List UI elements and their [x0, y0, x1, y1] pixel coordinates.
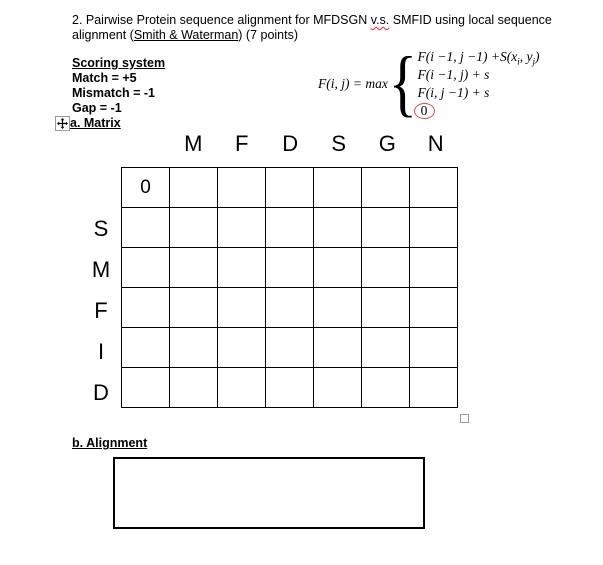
- formula-case-zero: [418, 102, 540, 120]
- table-row: [122, 208, 458, 248]
- section-label-alignment: b. Alignment: [72, 436, 148, 450]
- formula-case-up: F(i −1, j) + s: [417, 67, 490, 82]
- formula-lhs: F(i, j) = max: [318, 76, 388, 91]
- formula-brace: {: [388, 42, 417, 125]
- matrix-column-headers: [169, 131, 460, 157]
- matrix-cell[interactable]: [218, 208, 266, 248]
- matrix-cell[interactable]: [410, 248, 458, 288]
- matrix-cell[interactable]: [410, 288, 458, 328]
- col-header-s: S: [331, 131, 347, 156]
- row-header-i: I: [97, 339, 105, 364]
- matrix-cell[interactable]: [314, 248, 362, 288]
- matrix-cell[interactable]: [314, 208, 362, 248]
- title-text: alignment (: [72, 28, 134, 42]
- matrix-cell[interactable]: [266, 328, 314, 368]
- matrix-cell[interactable]: [410, 368, 458, 408]
- table-move-handle[interactable]: [55, 116, 70, 131]
- matrix-cell-origin[interactable]: 0: [122, 168, 170, 208]
- matrix-cell[interactable]: [218, 368, 266, 408]
- row-header-f: F: [94, 298, 108, 323]
- scoring-rule-match: Match = +5: [72, 71, 137, 85]
- matrix-cell[interactable]: [410, 168, 458, 208]
- matrix-cell[interactable]: [362, 288, 410, 328]
- matrix-cell[interactable]: [266, 288, 314, 328]
- formula-case-diagonal: F(i −1, $j -1) +S(x_i$, $y_j$): [417, 49, 540, 67]
- matrix-cell[interactable]: [218, 168, 266, 208]
- matrix-cell[interactable]: [170, 208, 218, 248]
- matrix-cell[interactable]: [410, 208, 458, 248]
- matrix-cell[interactable]: [266, 208, 314, 248]
- authors-link-text: Smith & Waterman: [133, 28, 239, 42]
- formula-cases: [418, 48, 540, 120]
- recurrence-formula: [318, 42, 540, 125]
- col-header-n: N: [427, 131, 444, 156]
- matrix-cell[interactable]: [218, 328, 266, 368]
- title-line-2: [72, 28, 552, 43]
- table-resize-handle[interactable]: [460, 414, 469, 423]
- table-row: [122, 328, 458, 368]
- matrix-cell[interactable]: [170, 168, 218, 208]
- table-row: [122, 168, 458, 208]
- matrix-cell[interactable]: [266, 168, 314, 208]
- matrix-row-headers: [86, 208, 116, 413]
- matrix-cell[interactable]: [362, 248, 410, 288]
- col-header-g: G: [378, 131, 396, 156]
- row-header-d: D: [93, 380, 109, 405]
- section-label-matrix: a. Matrix: [70, 116, 121, 130]
- matrix-cell[interactable]: [170, 248, 218, 288]
- move-icon: [57, 118, 68, 129]
- matrix-cell[interactable]: [314, 168, 362, 208]
- matrix-cell[interactable]: [170, 368, 218, 408]
- matrix-cell[interactable]: [266, 368, 314, 408]
- matrix-cell[interactable]: [362, 328, 410, 368]
- title-text: ) (7 points): [238, 28, 299, 42]
- circled-zero-annotation: 0: [414, 103, 435, 119]
- spellcheck-flagged-word: v.s.: [370, 13, 390, 27]
- matrix-cell[interactable]: [314, 328, 362, 368]
- matrix-cell[interactable]: [122, 208, 170, 248]
- dp-matrix-table: [121, 167, 458, 408]
- row-header-m: M: [91, 257, 111, 282]
- title-text: 2. Pairwise Protein sequence alignment for MFDSGN: [72, 13, 371, 27]
- matrix-cell[interactable]: [266, 248, 314, 288]
- row-header-s: S: [93, 216, 109, 241]
- alignment-answer-box[interactable]: [113, 457, 425, 529]
- matrix-cell[interactable]: [122, 328, 170, 368]
- matrix-cell[interactable]: [170, 288, 218, 328]
- scoring-rule-gap: Gap = -1: [72, 101, 122, 115]
- table-row: [122, 248, 458, 288]
- table-row: [122, 288, 458, 328]
- matrix-cell[interactable]: [362, 368, 410, 408]
- matrix-cell[interactable]: [170, 328, 218, 368]
- matrix-cell[interactable]: [410, 328, 458, 368]
- col-header-f: F: [235, 131, 249, 156]
- question-title: [72, 13, 552, 43]
- matrix-cell[interactable]: [122, 248, 170, 288]
- matrix-cell[interactable]: [122, 288, 170, 328]
- matrix-cell[interactable]: [362, 168, 410, 208]
- matrix-cell[interactable]: [314, 288, 362, 328]
- matrix-cell[interactable]: [218, 248, 266, 288]
- table-row: [122, 368, 458, 408]
- title-line-1: [72, 13, 552, 28]
- matrix-cell[interactable]: [362, 208, 410, 248]
- title-text: SMFID using local sequence: [389, 13, 552, 27]
- formula-case-left: F(i, j −1) + s: [417, 85, 490, 100]
- matrix-cell[interactable]: [122, 368, 170, 408]
- matrix-cell[interactable]: [314, 368, 362, 408]
- scoring-system-block: [72, 56, 165, 116]
- scoring-rule-mismatch: Mismatch = -1: [72, 86, 156, 100]
- col-header-m: M: [184, 131, 203, 156]
- col-header-d: D: [282, 131, 299, 156]
- scoring-heading: Scoring system: [72, 56, 166, 70]
- matrix-cell[interactable]: [218, 288, 266, 328]
